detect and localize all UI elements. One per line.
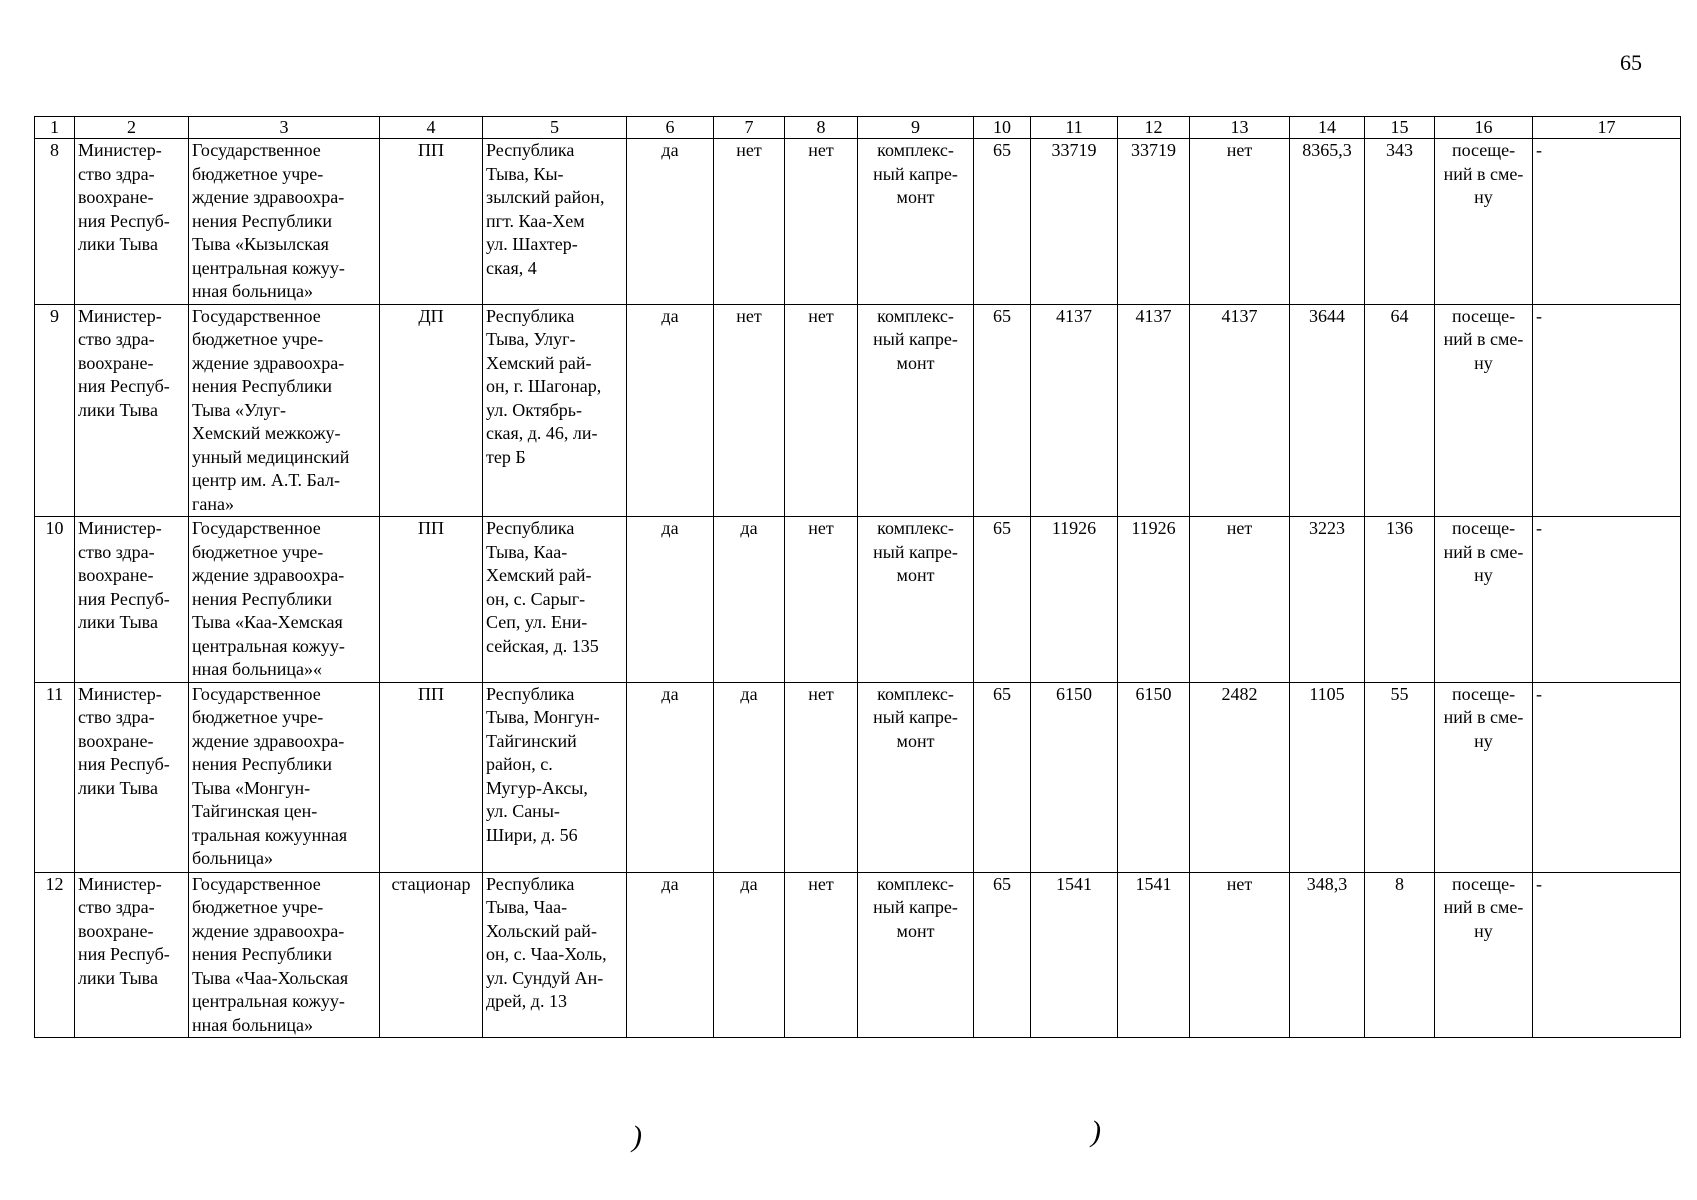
facility-type-cell: ДП [380, 304, 483, 517]
facility-type-cell: стационар [380, 872, 483, 1038]
institution-cell: Государственное бюджетное учре- ждение здравоохра- нения Республики Тыва «Улуг- Хемский межкожу- унный медицинский центр им. А.Т. Бал- гана» [189, 304, 380, 517]
column-header-10: 10 [974, 117, 1031, 139]
col15-cell: 343 [1365, 139, 1435, 305]
col12-cell: 4137 [1118, 304, 1190, 517]
col14-cell: 348,3 [1290, 872, 1365, 1038]
col12-cell: 6150 [1118, 682, 1190, 872]
col12-cell: 33719 [1118, 139, 1190, 305]
col6-cell: да [627, 139, 714, 305]
ministry-cell: Министер- ство здра- воохранe- ния Респуб- лики Тыва [75, 682, 189, 872]
facility-type-cell: ПП [380, 139, 483, 305]
institution-cell: Государственное бюджетное учре- ждение здравоохра- нения Республики Тыва «Монгун- Тайгинская цен- тральная кожуунная больница» [189, 682, 380, 872]
col6-cell: да [627, 304, 714, 517]
ministry-cell: Министер- ство здра- воохранe- ния Респуб- лики Тыва [75, 517, 189, 683]
repair-type-cell: комплекс- ный капре- монт [858, 304, 974, 517]
col11-cell: 4137 [1031, 304, 1118, 517]
col8-cell: нет [785, 139, 858, 305]
row-number: 12 [35, 872, 75, 1038]
col8-cell: нет [785, 682, 858, 872]
col8-cell: нет [785, 872, 858, 1038]
ministry-cell: Министер- ство здра- воохранe- ния Респуб- лики Тыва [75, 872, 189, 1038]
col13-cell: 2482 [1190, 682, 1290, 872]
col10-cell: 65 [974, 872, 1031, 1038]
pen-mark: ) [626, 1120, 642, 1153]
column-header-14: 14 [1290, 117, 1365, 139]
col12-cell: 1541 [1118, 872, 1190, 1038]
column-header-6: 6 [627, 117, 714, 139]
col15-cell: 64 [1365, 304, 1435, 517]
column-header-11: 11 [1031, 117, 1118, 139]
col13-cell: 4137 [1190, 304, 1290, 517]
row-number: 11 [35, 682, 75, 872]
col15-cell: 8 [1365, 872, 1435, 1038]
col15-cell: 55 [1365, 682, 1435, 872]
col8-cell: нет [785, 304, 858, 517]
col17-cell: - [1533, 304, 1681, 517]
col6-cell: да [627, 517, 714, 683]
col7-cell: нет [714, 304, 785, 517]
col11-cell: 11926 [1031, 517, 1118, 683]
col14-cell: 8365,3 [1290, 139, 1365, 305]
col11-cell: 33719 [1031, 139, 1118, 305]
address-cell: Республика Тыва, Кы- зылский район, пгт. Каа-Хем ул. Шахтер- ская, 4 [483, 139, 627, 305]
capacity-unit-cell: посеще- ний в сме- ну [1435, 139, 1533, 305]
capacity-unit-cell: посеще- ний в сме- ну [1435, 682, 1533, 872]
ministry-cell: Министер- ство здра- воохранe- ния Респуб- лики Тыва [75, 139, 189, 305]
col8-cell: нет [785, 517, 858, 683]
repair-type-cell: комплекс- ный капре- монт [858, 139, 974, 305]
institution-cell: Государственное бюджетное учре- ждение здравоохра- нения Республики Тыва «Чаа-Хольская центральная кожуу- нная больница» [189, 872, 380, 1038]
capacity-unit-cell: посеще- ний в сме- ну [1435, 872, 1533, 1038]
col10-cell: 65 [974, 517, 1031, 683]
column-header-16: 16 [1435, 117, 1533, 139]
address-cell: Республика Тыва, Каа- Хемский рай- он, с. Сарыг- Сеп, ул. Ени- сейская, д. 135 [483, 517, 627, 683]
ministry-cell: Министер- ство здра- воохранe- ния Респуб- лики Тыва [75, 304, 189, 517]
col13-cell: нет [1190, 139, 1290, 305]
col14-cell: 3644 [1290, 304, 1365, 517]
page-number: 65 [1620, 50, 1642, 75]
facility-type-cell: ПП [380, 682, 483, 872]
facility-type-cell: ПП [380, 517, 483, 683]
address-cell: Республика Тыва, Чаа- Хольский рай- он, с. Чаа-Холь, ул. Сундуй Ан- дрей, д. 13 [483, 872, 627, 1038]
table-row [35, 682, 1681, 872]
col10-cell: 65 [974, 304, 1031, 517]
column-header-13: 13 [1190, 117, 1290, 139]
table-row [35, 872, 1681, 1038]
capacity-unit-cell: посеще- ний в сме- ну [1435, 517, 1533, 683]
column-header-9: 9 [858, 117, 974, 139]
column-header-3: 3 [189, 117, 380, 139]
col7-cell: да [714, 682, 785, 872]
col17-cell: - [1533, 139, 1681, 305]
col17-cell: - [1533, 682, 1681, 872]
column-header-5: 5 [483, 117, 627, 139]
institution-cell: Государственное бюджетное учре- ждение здравоохра- нения Республики Тыва «Каа-Хемская центральная кожуу- нная больница»« [189, 517, 380, 683]
table-row [35, 304, 1681, 517]
col15-cell: 136 [1365, 517, 1435, 683]
row-number: 9 [35, 304, 75, 517]
column-header-1: 1 [35, 117, 75, 139]
col7-cell: да [714, 517, 785, 683]
repair-type-cell: комплекс- ный капре- монт [858, 872, 974, 1038]
row-number: 10 [35, 517, 75, 683]
column-header-7: 7 [714, 117, 785, 139]
column-header-8: 8 [785, 117, 858, 139]
header-row [35, 117, 1681, 139]
col6-cell: да [627, 872, 714, 1038]
col11-cell: 1541 [1031, 872, 1118, 1038]
address-cell: Республика Тыва, Монгун- Тайгинский район, с. Мугур-Аксы, ул. Саны- Шири, д. 56 [483, 682, 627, 872]
column-header-12: 12 [1118, 117, 1190, 139]
col10-cell: 65 [974, 682, 1031, 872]
repair-type-cell: комплекс- ный капре- монт [858, 517, 974, 683]
col7-cell: да [714, 872, 785, 1038]
column-header-15: 15 [1365, 117, 1435, 139]
table-row [35, 517, 1681, 683]
column-header-2: 2 [75, 117, 189, 139]
col13-cell: нет [1190, 517, 1290, 683]
col14-cell: 3223 [1290, 517, 1365, 683]
col13-cell: нет [1190, 872, 1290, 1038]
column-header-17: 17 [1533, 117, 1681, 139]
capacity-unit-cell: посеще- ний в сме- ну [1435, 304, 1533, 517]
address-cell: Республика Тыва, Улуг- Хемский рай- он, г. Шагонар, ул. Октябрь- ская, д. 46, ли- тер Б [483, 304, 627, 517]
row-number: 8 [35, 139, 75, 305]
table-row [35, 139, 1681, 305]
repair-type-cell: комплекс- ный капре- монт [858, 682, 974, 872]
col10-cell: 65 [974, 139, 1031, 305]
data-table [34, 116, 1681, 1038]
column-header-4: 4 [380, 117, 483, 139]
col12-cell: 11926 [1118, 517, 1190, 683]
pen-mark: ) [1085, 1115, 1101, 1148]
col14-cell: 1105 [1290, 682, 1365, 872]
institution-cell: Государственное бюджетное учре- ждение здравоохра- нения Республики Тыва «Кызылская центральная кожуу- нная больница» [189, 139, 380, 305]
col17-cell: - [1533, 872, 1681, 1038]
col11-cell: 6150 [1031, 682, 1118, 872]
col6-cell: да [627, 682, 714, 872]
col17-cell: - [1533, 517, 1681, 683]
col7-cell: нет [714, 139, 785, 305]
